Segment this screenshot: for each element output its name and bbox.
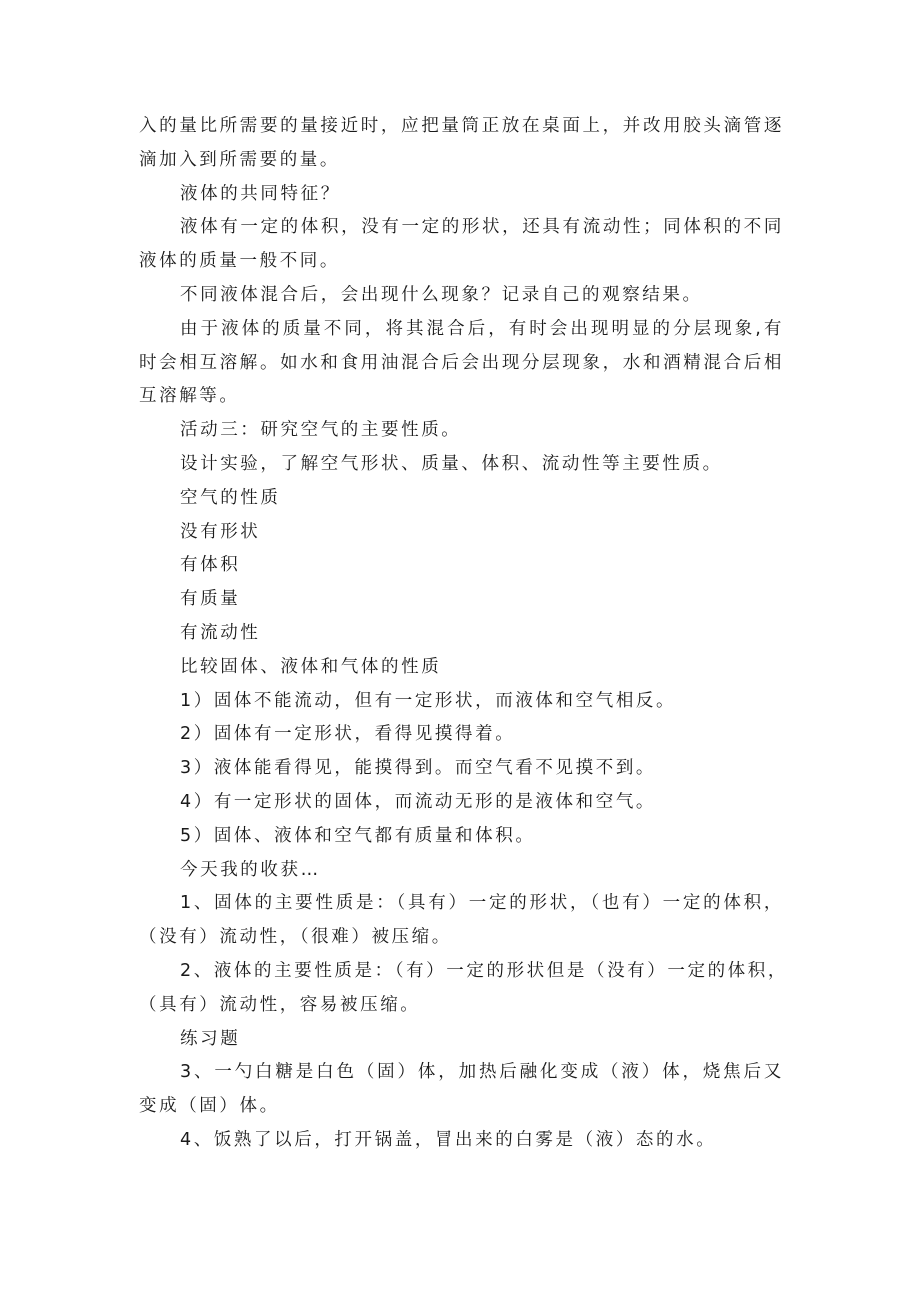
text-line: 1）固体不能流动，但有一定形状，而液体和空气相反。: [180, 690, 677, 711]
text-line: 3、一勺白糖是白色（固）体，加热后融化变成（液）体，烧焦后又: [180, 1062, 784, 1083]
text-line: 设计实验，了解空气形状、质量、体积、流动性等主要性质。: [180, 453, 723, 474]
text-line: 有质量: [180, 589, 241, 610]
text-line: 入的量比所需要的量接近时，应把量筒正放在桌面上，并改用胶头滴管逐: [139, 116, 784, 136]
text-line: 2、液体的主要性质是：（有）一定的形状但是（没有）一定的体积，: [180, 960, 788, 981]
text-line: 由于液体的质量不同，将其混合后，有时会出现明显的分层现象,有: [180, 318, 784, 339]
text-line: 没有形状: [180, 521, 261, 542]
text-line: 比较固体、液体和气体的性质: [180, 656, 442, 677]
text-line: 5）固体、液体和空气都有质量和体积。: [180, 825, 536, 846]
text-line: 4）有一定形状的固体，而流动无形的是液体和空气。: [180, 791, 657, 812]
text-line: （具有）流动性，容易被压缩。: [139, 994, 421, 1015]
text-line: 有流动性: [180, 622, 261, 643]
text-line: 2）固体有一定形状，看得见摸得着。: [180, 724, 516, 745]
text-line: 互溶解等。: [139, 386, 240, 407]
text-line: （没有）流动性，（很难）被压缩。: [139, 927, 452, 948]
text-line: 液体的质量一般不同。: [139, 251, 340, 272]
text-line: 空气的性质: [180, 487, 281, 508]
text-line: 4、饭熟了以后，打开锅盖，冒出来的白雾是（液）态的水。: [180, 1129, 717, 1150]
text-line: 练习题: [180, 1028, 241, 1049]
text-line: 液体有一定的体积，没有一定的形状，还具有流动性；同体积的不同: [180, 217, 784, 238]
text-line: 3）液体能看得见，能摸得到。而空气看不见摸不到。: [180, 758, 657, 779]
text-line: 液体的共同特征？: [180, 183, 341, 204]
text-line: 不同液体混合后，会出现什么现象？记录自己的观察结果。: [180, 284, 703, 305]
text-line: 滴加入到所需要的量。: [139, 149, 340, 170]
text-line: 有体积: [180, 555, 241, 576]
text-line: 今天我的收获…: [180, 859, 321, 880]
text-line: 时会相互溶解。如水和食用油混合后会出现分层现象，水和酒精混合后相: [139, 352, 784, 373]
text-line: 1、固体的主要性质是：（具有）一定的形状，（也有）一定的体积，: [180, 893, 784, 914]
text-line: 活动三：研究空气的主要性质。: [180, 420, 462, 441]
document-body: [139, 110, 788, 1158]
text-line: 变成（固）体。: [139, 1096, 280, 1117]
